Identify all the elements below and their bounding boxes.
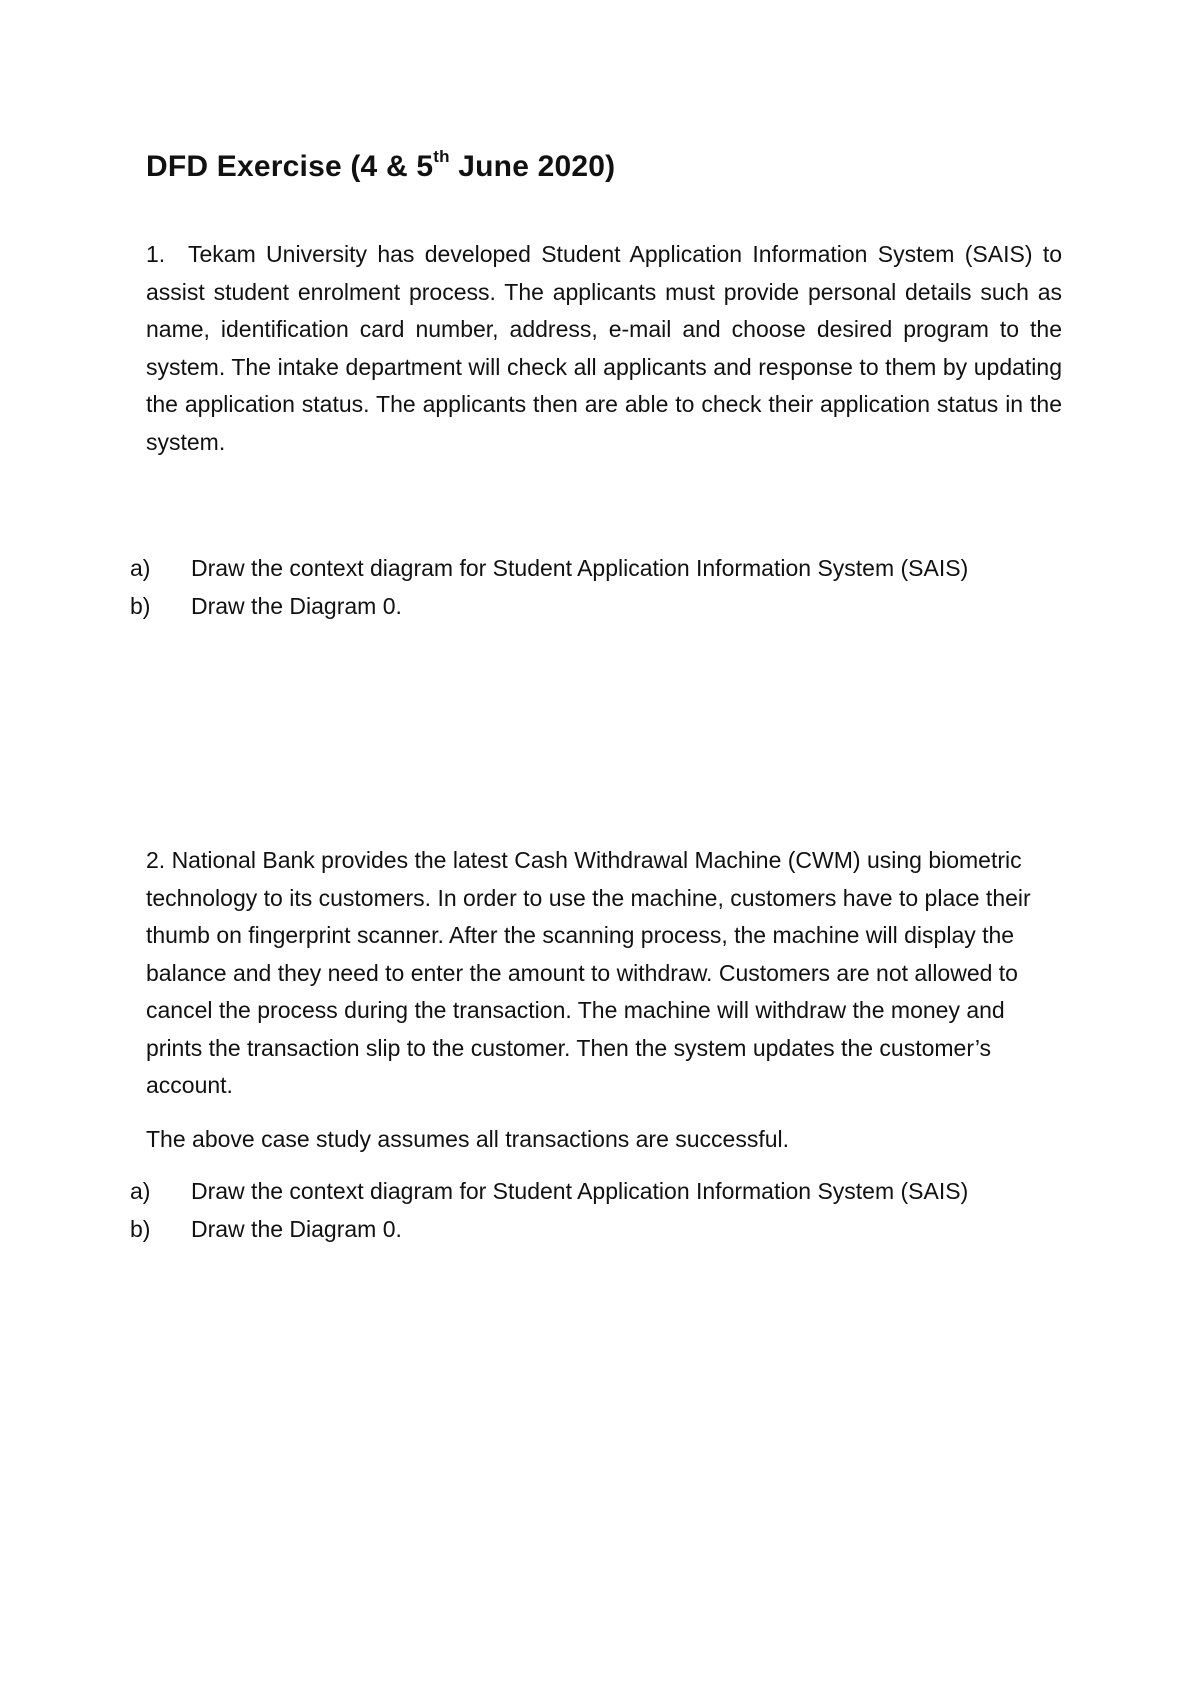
question-1-number: 1. [146, 241, 166, 267]
question-2-task-list [130, 1173, 1030, 1248]
task-text: Draw the Diagram 0. [191, 592, 402, 619]
title-main: DFD Exercise (4 & 5 [146, 150, 434, 183]
task-marker: b) [130, 1215, 151, 1242]
list-item [130, 550, 1030, 588]
task-marker: a) [130, 555, 151, 581]
question-2-text: 2. National Bank provides the latest Cash Withdrawal Machine (CWM) using biometric technology to its customers. In order to use the machine, customers have to place their thumb on fingerprint scanner. After the scanning process, the machine will display the balance and they need to enter the amount to withdraw. Customers are not allowed to cancel the process during the transaction. The machine will withdraw the money and prints the transaction slip to the customer. Then the system updates the customer’s account. [146, 847, 1031, 1098]
list-item [130, 588, 1030, 626]
question-1-paragraph [146, 236, 1062, 461]
task-text: Draw the Diagram 0. [191, 1215, 402, 1242]
title-superscript: th [433, 147, 450, 166]
question-1-text: Tekam University has developed Student Application Information System (SAIS) to assist student enrolment process. The applicants must provide personal details such as name, identification card number, address, e-mail and choose desired program to the system. The intake department will check all applicants and response to them by updating the application status. The applicants then are able to check their application status in the system. [146, 241, 1062, 455]
task-text: Draw the context diagram for Student Application Information System (SAIS) [191, 555, 969, 581]
list-item [130, 1211, 1030, 1249]
list-item [130, 1173, 1030, 1211]
page-title [146, 147, 616, 184]
question-1-task-list [130, 550, 1030, 625]
question-2-assumption: The above case study assumes all transactions are successful. [146, 1126, 790, 1152]
question-2-paragraph [146, 842, 1046, 1105]
title-end: June 2020) [449, 150, 616, 183]
task-text: Draw the context diagram for Student Application Information System (SAIS) [191, 1178, 969, 1204]
task-marker: b) [130, 592, 151, 619]
task-marker: a) [130, 1178, 151, 1204]
